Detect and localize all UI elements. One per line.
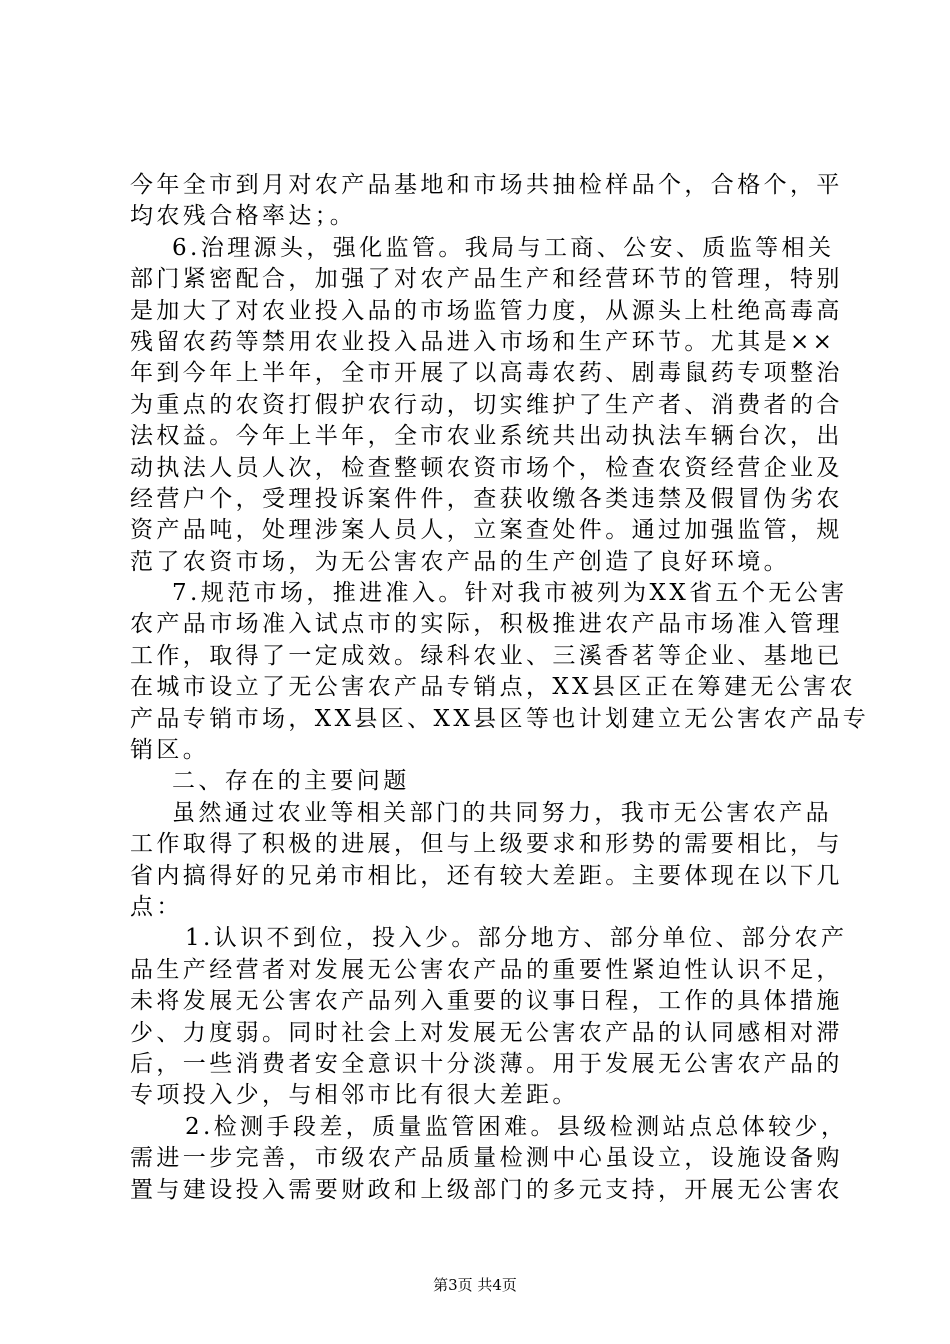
text-line: 范了农资市场，为无公害农产品的生产创造了良好环境。 bbox=[130, 548, 790, 575]
text-line: 后，一些消费者安全意识十分淡薄。用于发展无公害农产品的 bbox=[130, 1050, 843, 1077]
text-line: 省内搞得好的兄弟市相比，还有较大差距。主要体现在以下几 bbox=[130, 862, 843, 889]
text-line: 少、力度弱。同时社会上对发展无公害农产品的认同感相对滞 bbox=[130, 1019, 843, 1046]
text-line: 2.检测手段差，质量监管困难。县级检测站点总体较少， bbox=[185, 1113, 848, 1140]
text-line: 经营户个，受理投诉案件件，查获收缴各类违禁及假冒伪劣农 bbox=[130, 485, 843, 512]
text-line: 点： bbox=[130, 893, 183, 920]
text-line: 品生产经营者对发展无公害农产品的重要性紧迫性认识不足， bbox=[130, 956, 843, 983]
text-line: 均农残合格率达；。 bbox=[130, 203, 357, 230]
text-line: 置与建设投入需要财政和上级部门的多元支持，开展无公害农 bbox=[130, 1176, 843, 1203]
text-line: 虽然通过农业等相关部门的共同努力，我市无公害农产品 bbox=[172, 799, 832, 826]
text-line: 动执法人员人次，检查整顿农资市场个，检查农资经营企业及 bbox=[130, 454, 843, 481]
text-line: 残留农药等禁用农业投入品进入市场和生产环节。尤其是×× bbox=[130, 328, 836, 355]
text-line: 今年全市到月对农产品基地和市场共抽检样品个，合格个，平 bbox=[130, 172, 843, 198]
text-line: 年到今年上半年，全市开展了以高毒农药、剧毒鼠药专项整治 bbox=[130, 360, 843, 387]
text-line: 部门紧密配合，加强了对农产品生产和经营环节的管理，特别 bbox=[130, 266, 843, 293]
section-heading: 二、存在的主要问题 bbox=[172, 768, 410, 795]
text-line: 需进一步完善，市级农产品质量检测中心虽设立，设施设备购 bbox=[130, 1145, 843, 1172]
text-line: 工作取得了积极的进展，但与上级要求和形势的需要相比，与 bbox=[130, 831, 843, 858]
page-number-footer: 第3页 共4页 bbox=[433, 1276, 517, 1294]
text-line: 在城市设立了无公害农产品专销点，XX县区正在筹建无公害农 bbox=[130, 674, 856, 701]
text-line: 为重点的农资打假护农行动，切实维护了生产者、消费者的合 bbox=[130, 391, 843, 418]
document-body bbox=[130, 170, 870, 1206]
text-line: 销区。 bbox=[130, 737, 210, 764]
text-line: 农产品市场准入试点市的实际，积极推进农产品市场准入管理 bbox=[130, 611, 843, 638]
text-line: 未将发展无公害农产品列入重要的议事日程，工作的具体措施 bbox=[130, 988, 843, 1015]
text-line: 法权益。今年上半年，全市农业系统共出动执法车辆台次，出 bbox=[130, 423, 843, 450]
text-line: 是加大了对农业投入品的市场监管力度，从源头上杜绝高毒高 bbox=[130, 297, 843, 324]
text-line: 产品专销市场，XX县区、XX县区等也计划建立无公害农产品专 bbox=[130, 705, 870, 732]
text-line: 6.治理源头，强化监管。我局与工商、公安、质监等相关 bbox=[172, 234, 835, 261]
text-line: 专项投入少，与相邻市比有很大差距。 bbox=[130, 1082, 579, 1109]
text-line: 资产品吨，处理涉案人员人，立案查处件。通过加强监管，规 bbox=[130, 517, 843, 544]
text-line: 7.规范市场，推进准入。针对我市被列为XX省五个无公害 bbox=[172, 580, 848, 607]
text-line: 工作，取得了一定成效。绿科农业、三溪香茗等企业、基地已 bbox=[130, 642, 843, 669]
text-line: 1.认识不到位，投入少。部分地方、部分单位、部分农产 bbox=[185, 925, 848, 952]
